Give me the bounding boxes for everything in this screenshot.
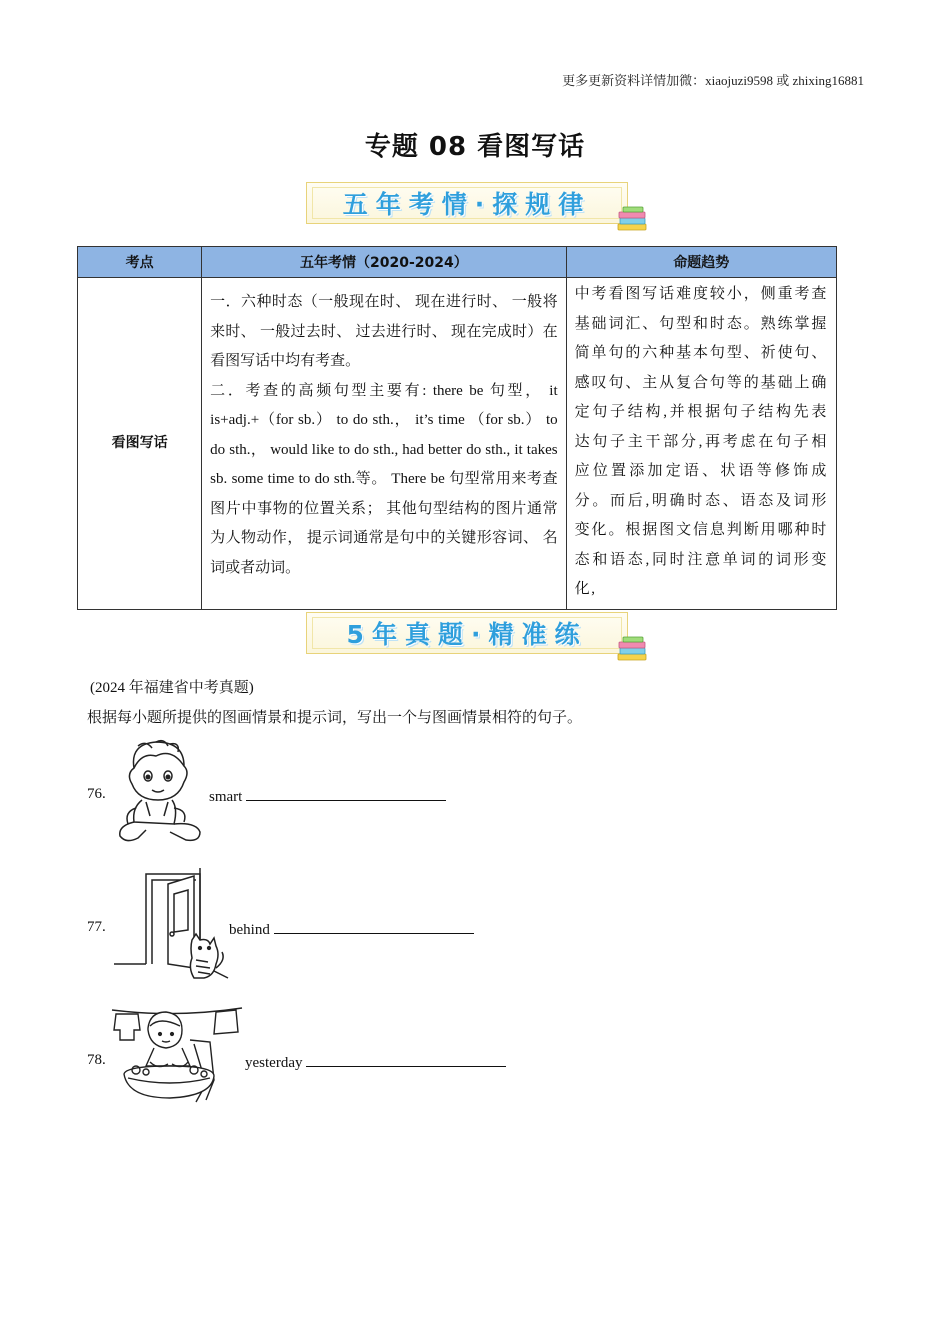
question-instruction: 根据每小题所提供的图画情景和提示词，写出一个与图画情景相符的句子。: [87, 710, 583, 726]
smart-boy-illustration: [112, 738, 204, 846]
door-cat-illustration: [112, 864, 232, 984]
header-point: 考点: [78, 247, 202, 278]
answer-blank[interactable]: [246, 786, 446, 801]
question-hint: [245, 1052, 506, 1072]
years-item-2: 二．考查的高频句型主要有: there be 句型， it is+adj.+（for sb.） to do sth.， it’s time （for sb.） to do sth.， would like to do sth., had better do sth., it takes sb. some time to do sth.等。 There be 句型常用来考查图片中事物的位置关系； 其他句型结构的图片通常为人物动作， 提示词通常是句中的关键形容词、 名词或者动词。: [210, 382, 558, 576]
hint-word: yesterday: [245, 1055, 303, 1071]
banner-real-exams: [306, 612, 628, 654]
question-number: 76.: [87, 786, 106, 802]
exam-info-table: [77, 246, 837, 610]
page-title: 专题 08 看图写话: [364, 132, 586, 162]
question-hint: [209, 786, 446, 806]
question-number: 77.: [87, 919, 106, 935]
years-item-1: 一．六种时态（一般现在时、 现在进行时、 一般将来时、 一般过去时、 过去进行时、 现在完成时）在看图写话中均有考查。: [210, 294, 558, 369]
header-note: 更多更新资料详情加微：xiaojuzi9598 或 zhixing16881: [562, 73, 864, 88]
answer-blank[interactable]: [306, 1052, 506, 1067]
table-header-row: [78, 247, 837, 278]
girl-washing-clothes-illustration: [110, 1000, 246, 1112]
trend-text: 中考看图写话难度较小，侧重考查基础词汇、句型和时态。熟练掌握简单句的六种基本句型、祈使句、感叹句、主从复合句等的基础上确定句子结构,并根据句子结构先表达句子主干部分,再考虑在句子相应位置添加定语、状语等修饰成分。而后,明确时态、语态及词形变化。根据图文信息判断用哪种时态和语态,同时注意单词的词形变化,: [574, 286, 828, 597]
banner-real-exams-label: 5年真题·精准练: [312, 617, 622, 649]
hint-word: smart: [209, 789, 243, 805]
question-source: (2024 年福建省中考真题): [90, 680, 254, 696]
books-icon: [615, 206, 649, 234]
question-number: 78.: [87, 1052, 106, 1068]
hint-word: behind: [229, 922, 270, 938]
header-trend: 命题趋势: [566, 247, 836, 278]
table-row: [78, 278, 837, 610]
cell-five-years: [202, 278, 566, 610]
question-hint: [229, 919, 474, 939]
banner-exam-trends-label: 五年考情·探规律: [312, 187, 622, 219]
cell-point: 看图写话: [78, 278, 202, 610]
cell-trend: [566, 278, 836, 610]
banner-exam-trends: [306, 182, 628, 224]
answer-blank[interactable]: [274, 919, 474, 934]
books-icon: [615, 636, 649, 664]
header-five-years: 五年考情（2020-2024）: [202, 247, 566, 278]
